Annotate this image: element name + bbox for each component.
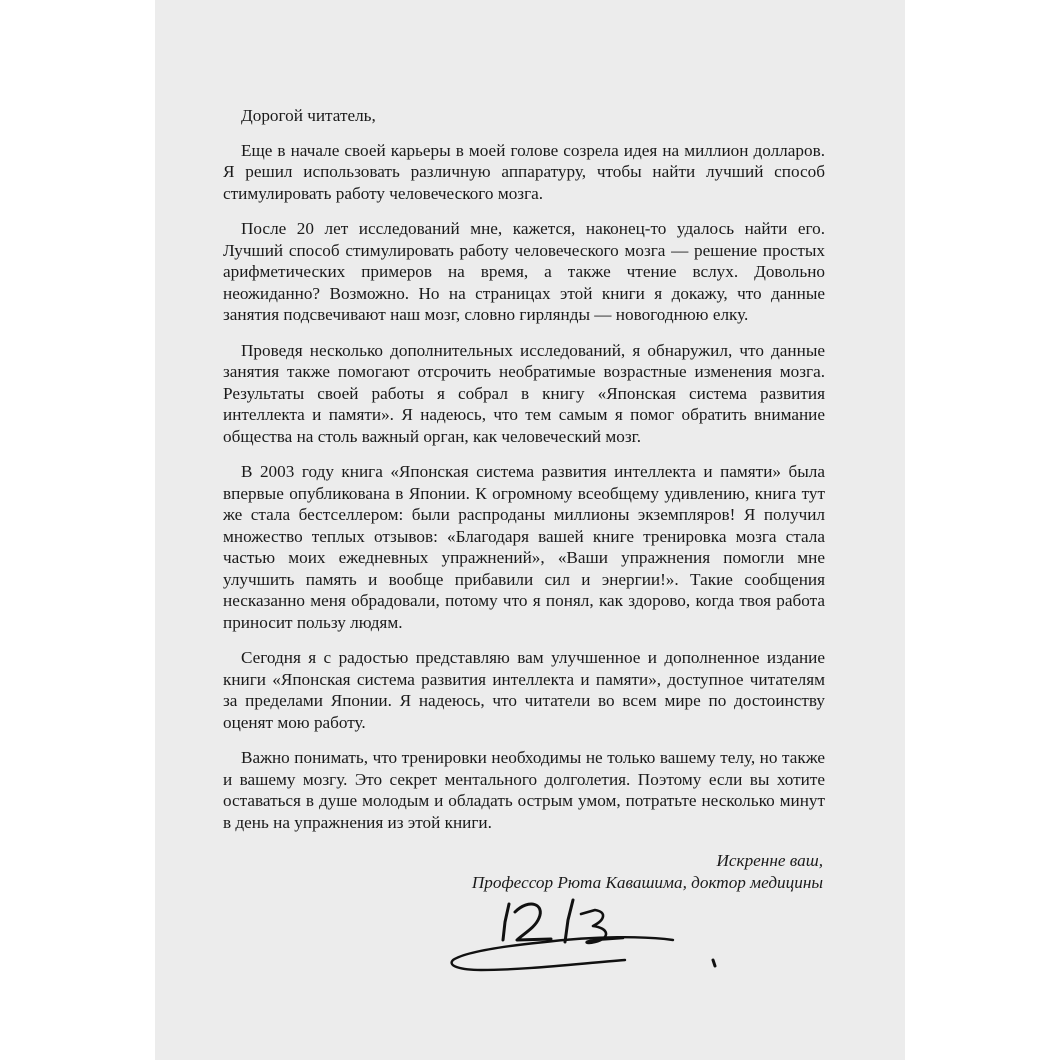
letter-closing (472, 850, 823, 894)
letter-paragraph-6: Важно понимать, что тренировки необходимы не только вашему телу, но также и вашему мозгу. Это секрет ментального долголетия. Поэтому если вы хотите оставаться в душе молодым и обладать острым умом, потратьте несколько минут в день на упражнения из этой книги. (223, 748, 825, 832)
letter-paragraph-2: После 20 лет исследований мне, кажется, наконец-то удалось найти его. Лучший способ стимулировать работу человеческого мозга — решение простых арифметических примеров на время, а также чтение вслух. Довольно неожиданно? Возможно. Но на страницах этой книги я докажу, что данные занятия подсвечивают наш мозг, словно гирлянды — новогоднюю елку. (223, 219, 825, 324)
letter-body (223, 105, 825, 847)
letter-paragraph-3: Проведя несколько дополнительных исследований, я обнаружил, что данные занятия также помогают отсрочить необратимые возрастные изменения мозга. Результаты своей работы я собрал в книгу «Японская система развития интеллекта и памяти». Я надеюсь, что тем самым я помог обратить внимание общества на столь важный орган, как человеческий мозг. (223, 340, 825, 446)
letter-greeting: Дорогой читатель, (241, 106, 376, 125)
letter-paragraph-4: В 2003 году книга «Японская система развития интеллекта и памяти» была впервые опубликована в Японии. К огромному всеобщему удивлению, книга тут же стала бестселлером: были распроданы миллионы экземпляров! Я получил множество теплых отзывов: «Благодаря вашей книге тренировка мозга стала частью моих ежедневных упражнений», «Ваши упражнения помогли мне улучшить память и вообще прибавили сил и энергии!». Такие сообщения несказанно меня обрадовали, потому что я понял, как здорово, когда твоя работа приносит пользу людям. (223, 462, 825, 632)
signature-icon (445, 890, 735, 985)
letter-paragraph-5: Сегодня я с радостью представляю вам улучшенное и дополненное издание книги «Японская система развития интеллекта и памяти», доступное читателям за пределами Японии. Я надеюсь, что читатели во всем мире по достоинству оценят мою работу. (223, 648, 825, 732)
letter-paragraph-1: Еще в начале своей карьеры в моей голове созрела идея на миллион долларов. Я решил использовать различную аппаратуру, чтобы найти лучший способ стимулировать работу человеческого мозга. (223, 140, 825, 203)
book-page (155, 0, 905, 1060)
closing-phrase: Искренне ваш, (716, 851, 823, 870)
author-name: Профессор Рюта Кавашима, доктор медицины (471, 873, 823, 892)
